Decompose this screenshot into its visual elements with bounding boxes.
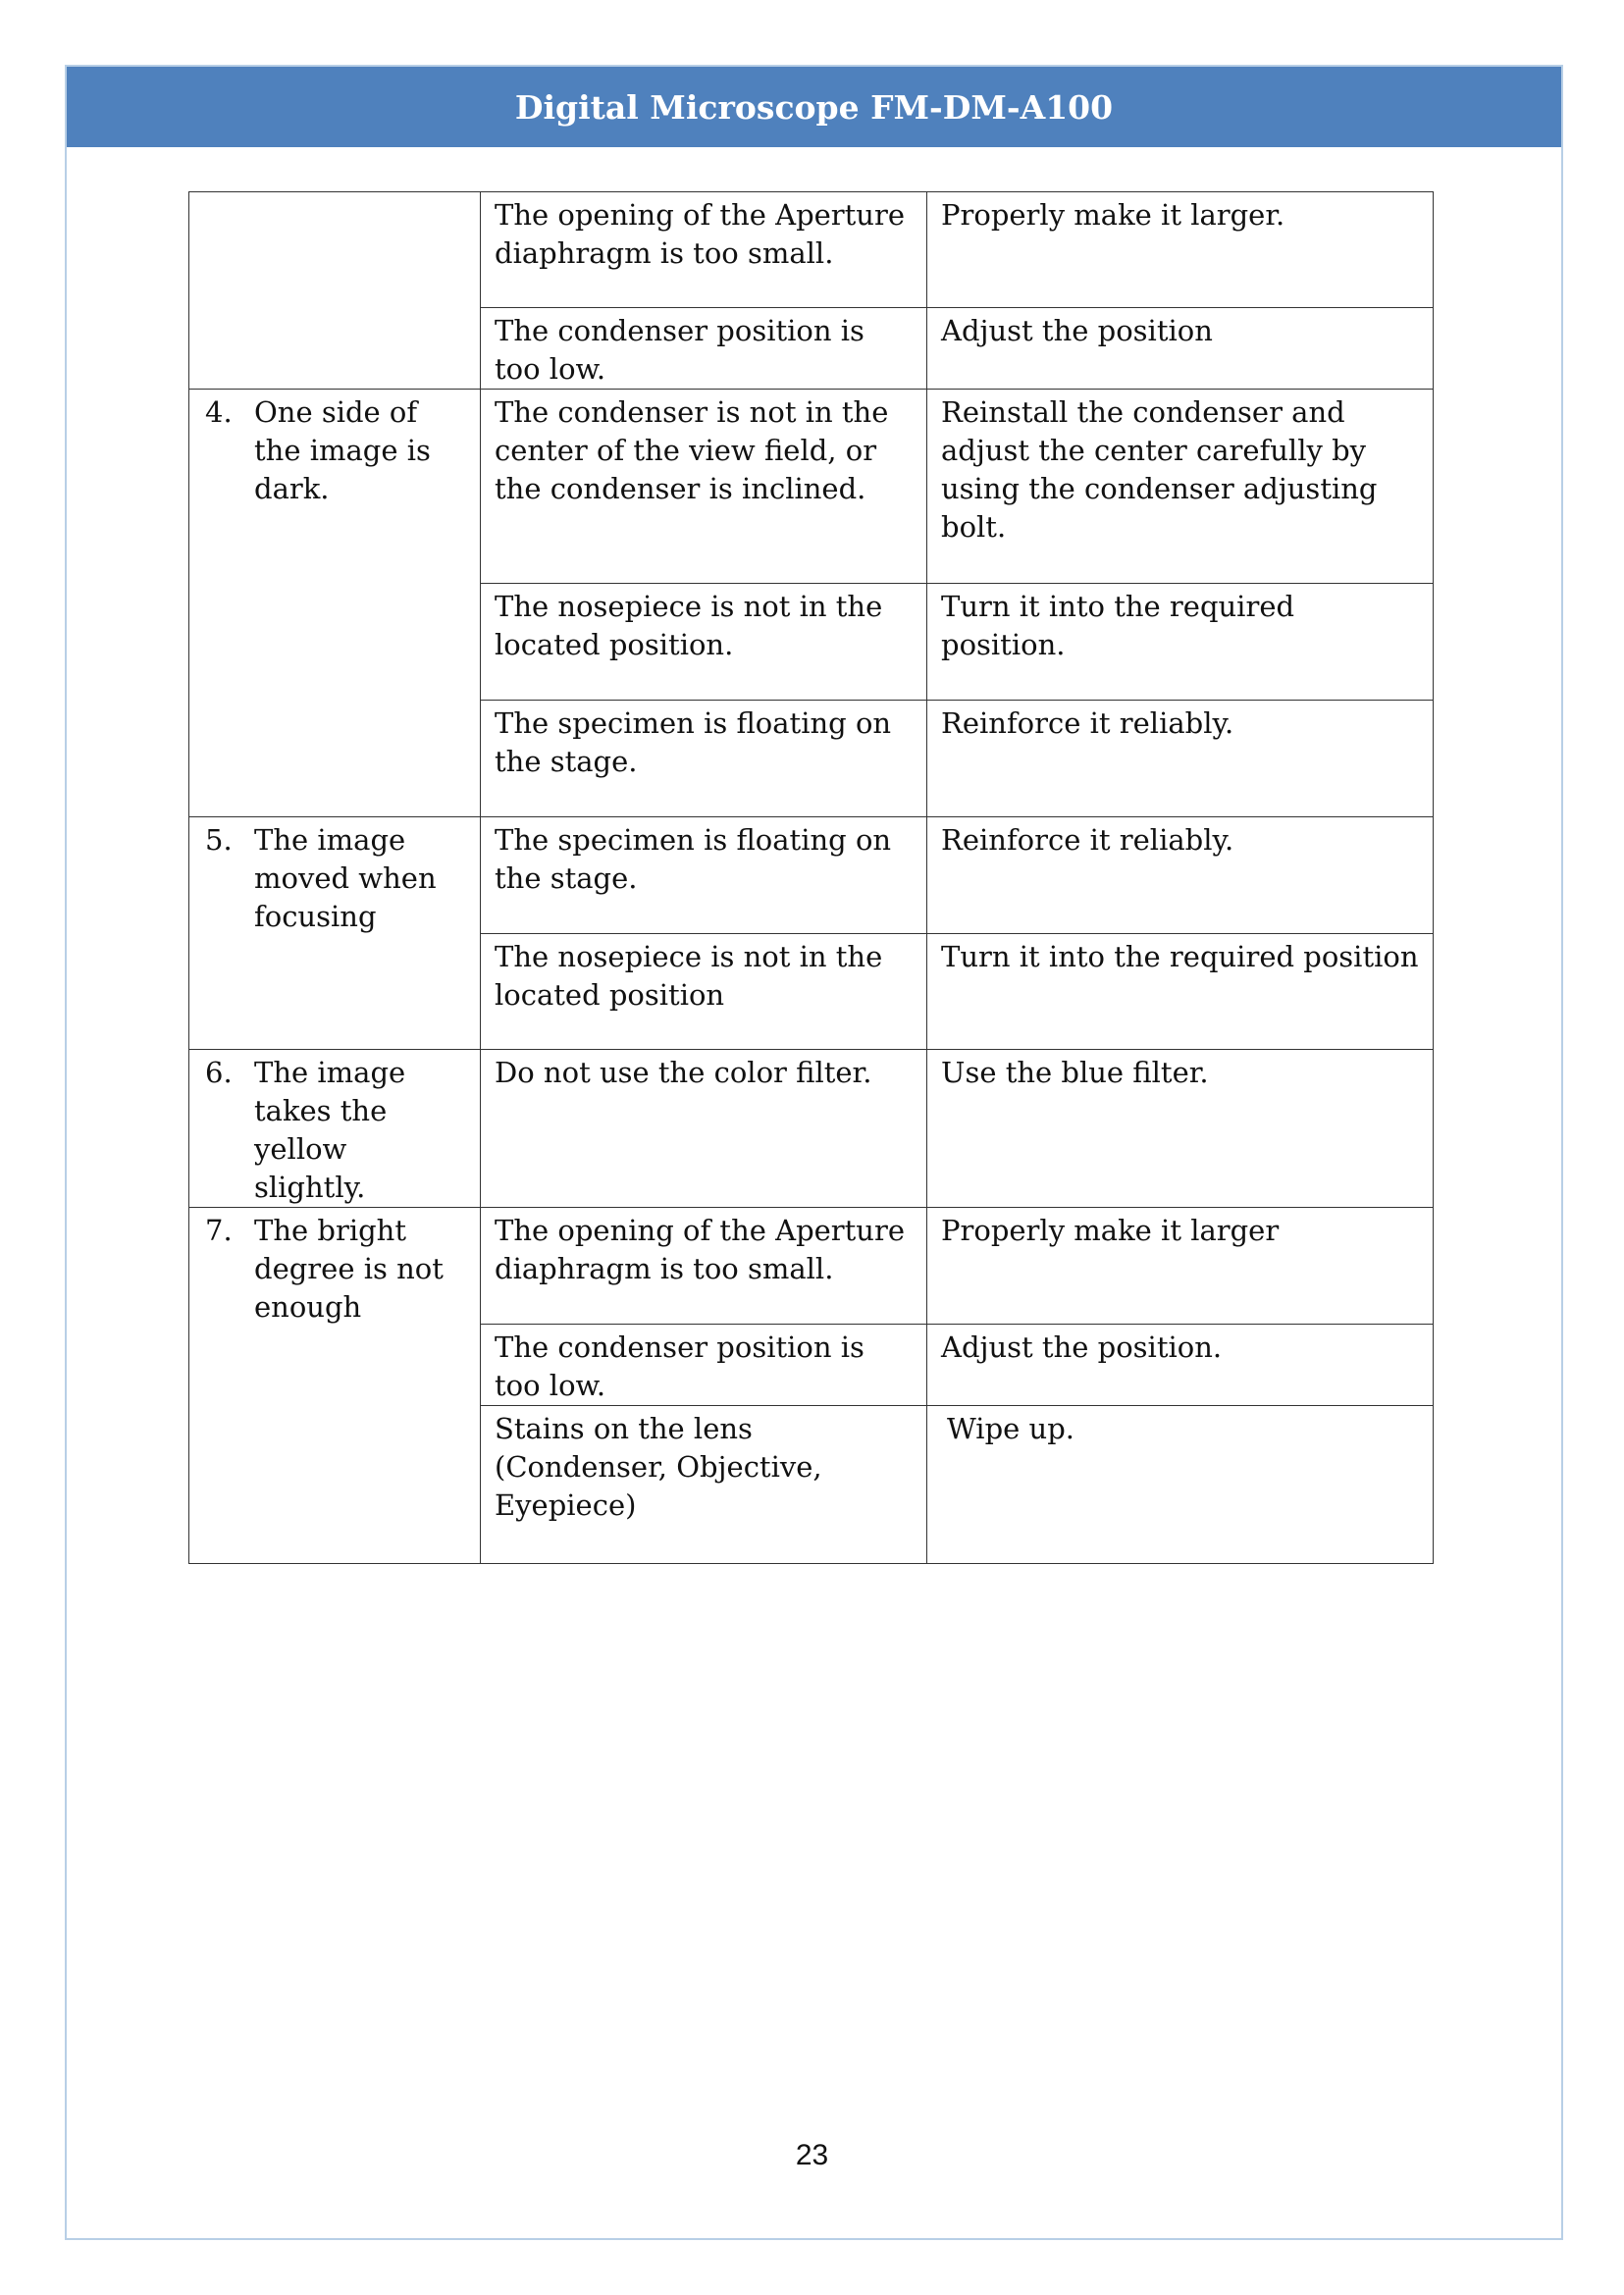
cause-cell: The condenser position is too low. bbox=[481, 1325, 927, 1406]
table-row bbox=[189, 192, 1434, 308]
remedy-cell: Properly make it larger bbox=[927, 1208, 1434, 1325]
remedy-cell: Wipe up. bbox=[927, 1406, 1434, 1564]
remedy-cell: Properly make it larger. bbox=[927, 192, 1434, 308]
table-row bbox=[189, 817, 1434, 934]
cause-cell: The condenser is not in the center of the view field, or the condenser is inclined. bbox=[481, 390, 927, 584]
remedy-cell: Turn it into the required position. bbox=[927, 584, 1434, 701]
remedy-cell: Adjust the position bbox=[927, 308, 1434, 390]
remedy-cell: Reinforce it reliably. bbox=[927, 701, 1434, 817]
problem-number: 4. bbox=[205, 395, 233, 429]
cause-cell: The opening of the Aperture diaphragm is too small. bbox=[481, 1208, 927, 1325]
problem-number: 5. bbox=[205, 823, 233, 857]
table-row bbox=[189, 390, 1434, 584]
troubleshooting-table bbox=[188, 191, 1434, 1564]
problem-text: The image moved when focusing bbox=[254, 823, 437, 933]
remedy-cell: Adjust the position. bbox=[927, 1325, 1434, 1406]
document-header bbox=[67, 67, 1561, 147]
document-title: Digital Microscope FM-DM-A100 bbox=[514, 87, 1114, 127]
remedy-cell: Reinforce it reliably. bbox=[927, 817, 1434, 934]
problem-cell bbox=[189, 1050, 481, 1208]
problem-number: 6. bbox=[205, 1056, 233, 1089]
problem-cell bbox=[189, 1208, 481, 1564]
problem-cell bbox=[189, 817, 481, 1050]
problem-cell bbox=[189, 390, 481, 817]
page-number: 23 bbox=[795, 2139, 829, 2171]
cause-cell: The nosepiece is not in the located position. bbox=[481, 584, 927, 701]
problem-cell bbox=[189, 192, 481, 390]
cause-cell: Stains on the lens (Condenser, Objective, Eyepiece) bbox=[481, 1406, 927, 1564]
remedy-cell: Reinstall the condenser and adjust the center carefully by using the condenser adjusting bolt. bbox=[927, 390, 1434, 584]
table-row bbox=[189, 1050, 1434, 1208]
cause-cell: The specimen is floating on the stage. bbox=[481, 817, 927, 934]
cause-cell: The nosepiece is not in the located position bbox=[481, 934, 927, 1050]
problem-number: 7. bbox=[205, 1214, 233, 1247]
problem-text: One side of the image is dark. bbox=[254, 395, 431, 505]
table-row bbox=[189, 1208, 1434, 1325]
cause-cell: The specimen is floating on the stage. bbox=[481, 701, 927, 817]
problem-text: The bright degree is not enough bbox=[254, 1214, 444, 1324]
remedy-cell: Turn it into the required position bbox=[927, 934, 1434, 1050]
cause-cell: Do not use the color filter. bbox=[481, 1050, 927, 1208]
problem-text: The image takes the yellow slightly. bbox=[254, 1056, 406, 1204]
cause-cell: The condenser position is too low. bbox=[481, 308, 927, 390]
cause-cell: The opening of the Aperture diaphragm is too small. bbox=[481, 192, 927, 308]
remedy-cell: Use the blue filter. bbox=[927, 1050, 1434, 1208]
